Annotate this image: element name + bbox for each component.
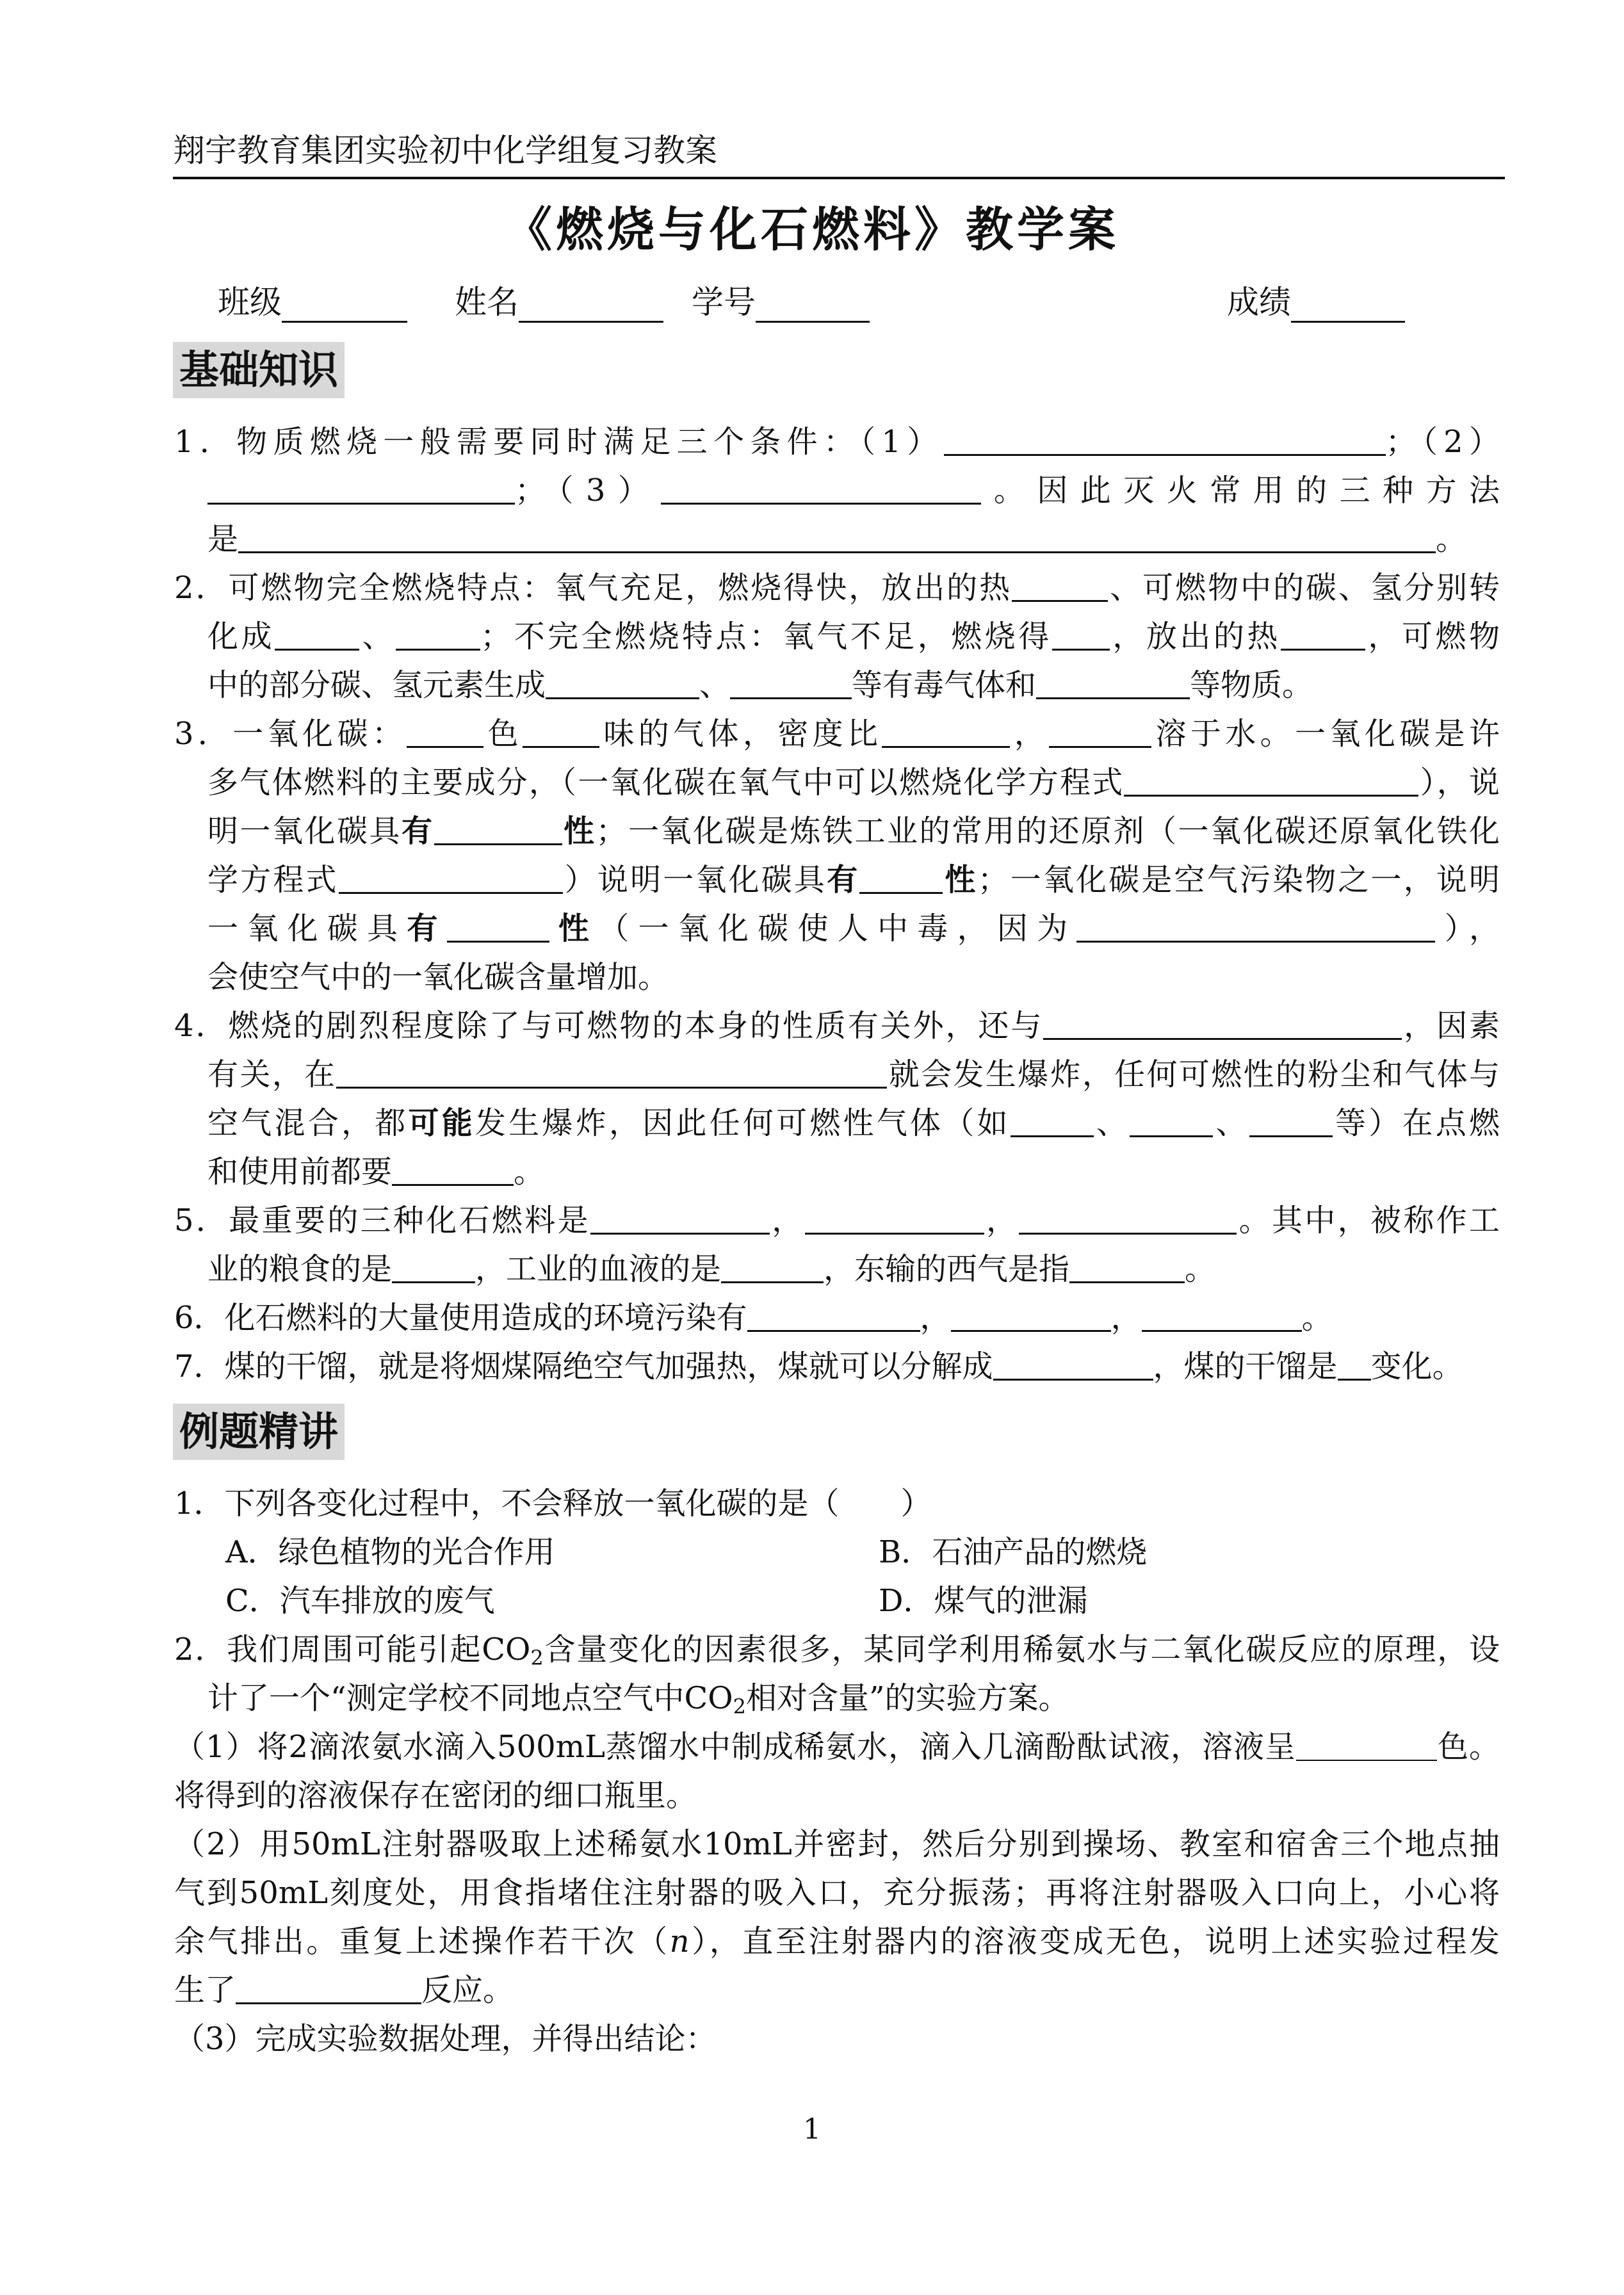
answer-blank[interactable]	[1036, 663, 1190, 699]
e2-text: 气到50mL刻度处，用食指堵住注射器的吸入口，充分振荡；再将注射器吸入口向上，小心将	[174, 1875, 1500, 1911]
option-b[interactable]: B．石油产品的燃烧	[879, 1534, 1148, 1570]
answer-blank[interactable]	[407, 711, 483, 748]
q1-text: ；（3）	[515, 473, 662, 508]
q5-line-1	[174, 1196, 1500, 1245]
q3-text: ），说	[1418, 765, 1500, 800]
q5-text: ，	[769, 1203, 805, 1238]
q2-text: 等物质。	[1190, 667, 1313, 703]
answer-blank[interactable]	[590, 1198, 770, 1235]
q3-bold: 性	[549, 911, 599, 946]
q5-text: ，东输的西气是指	[824, 1251, 1070, 1287]
q4-text: 发生爆炸，因此任何可燃性气体（如	[475, 1105, 1011, 1141]
q3-bold: 性	[943, 862, 978, 898]
e2-text: 色。	[1437, 1729, 1500, 1765]
q3-text: 色	[483, 716, 523, 752]
answer-blank[interactable]	[236, 1968, 421, 2004]
answer-blank[interactable]	[546, 663, 699, 699]
section-heading-basic: 基础知识	[173, 342, 345, 398]
subscript-2: 2	[530, 1646, 544, 1670]
answer-blank[interactable]	[207, 468, 515, 505]
q6-text: ，	[920, 1300, 951, 1336]
q4-line-2	[174, 1050, 1500, 1099]
answer-blank[interactable]	[882, 711, 1010, 748]
q2-text: ，放出的热	[1109, 619, 1281, 654]
q5-text: 5．最重要的三种化石燃料是	[174, 1203, 590, 1238]
number-blank[interactable]	[756, 288, 870, 323]
answer-blank[interactable]	[392, 1247, 475, 1283]
number-field	[692, 277, 870, 323]
q4-line-4	[174, 1148, 1500, 1196]
q1-text: 是	[207, 521, 239, 557]
name-label: 姓名	[455, 284, 519, 321]
q3-line-2	[174, 758, 1500, 807]
e2-part-2-line-1	[174, 1820, 1500, 1869]
q4-text: 就会发生爆炸，任何可燃性的粉尘和气体与	[887, 1057, 1500, 1092]
answer-blank[interactable]	[447, 906, 549, 943]
q7-line-1	[174, 1342, 1500, 1391]
q2-line-3	[174, 661, 1500, 710]
q4-text: 、	[1093, 1105, 1130, 1141]
q2-line-1	[174, 564, 1500, 612]
e2-part-2-line-2	[174, 1869, 1500, 1917]
answer-blank[interactable]	[1069, 1247, 1185, 1283]
q2-text: 、	[699, 667, 731, 703]
class-label: 班级	[218, 284, 282, 321]
q3-text: ）说明一氧化碳具	[562, 862, 827, 898]
q7-text: 变化。	[1370, 1349, 1463, 1384]
q4-text: 空气混合，都	[207, 1105, 409, 1141]
basic-questions	[174, 418, 1500, 1391]
answer-blank[interactable]	[944, 419, 1386, 456]
answer-blank[interactable]	[661, 468, 981, 505]
document-header: 翔宇教育集团实验初中化学组复习教案	[173, 128, 1505, 179]
answer-blank[interactable]	[336, 1052, 887, 1089]
q5-text: ，工业的血液的是	[475, 1251, 722, 1287]
q4-text: 、	[1213, 1105, 1249, 1141]
name-blank[interactable]	[519, 288, 663, 323]
e1-options-row-1	[174, 1528, 1500, 1577]
answer-blank[interactable]	[805, 1198, 984, 1235]
q3-text: 会使空气中的一氧化碳含量增加。	[207, 959, 669, 995]
e2-part-2-line-3	[174, 1917, 1500, 1966]
answer-blank[interactable]	[1011, 1101, 1094, 1137]
e2-text: （2）用50mL注射器吸取上述稀氨水10mL并密封，然后分别到操场、教室和宿舍三个地点抽	[174, 1826, 1500, 1862]
answer-blank[interactable]	[951, 1295, 1111, 1332]
q4-text: 和使用前都要	[207, 1154, 393, 1190]
q2-text: 中的部分碳、氢元素生成	[207, 667, 546, 703]
q1-line-1	[174, 418, 1500, 466]
e2-line-2	[174, 1674, 1500, 1723]
q5-text: 业的粮食的是	[207, 1251, 393, 1287]
q2-line-2	[174, 612, 1500, 661]
e2-text: 生了	[174, 1972, 236, 2008]
e1-stem	[174, 1479, 1500, 1528]
page-title: 《燃烧与化石燃料》教学案	[505, 202, 1119, 257]
q6-text: 6．化石燃料的大量使用造成的环境污染有	[174, 1300, 747, 1336]
answer-blank[interactable]	[1076, 906, 1435, 943]
e2-text: 计了一个“测定学校不同地点空气中CO	[207, 1680, 733, 1716]
option-a[interactable]: A．绿色植物的光合作用	[225, 1534, 555, 1570]
e2-text: （1）将2滴浓氨水滴入500mL蒸馏水中制成稀氨水，滴入几滴酚酞试液，溶液呈	[174, 1729, 1296, 1765]
number-label: 学号	[692, 284, 756, 321]
q5-line-2	[174, 1245, 1500, 1293]
answer-blank[interactable]	[859, 857, 943, 894]
name-field	[455, 277, 663, 323]
q2-text: 、	[359, 619, 396, 654]
answer-blank[interactable]	[730, 663, 852, 699]
e2-part-2-line-4	[174, 1966, 1500, 2015]
e2-line-1	[174, 1625, 1500, 1674]
q3-text: 明一氧化碳具	[207, 813, 402, 849]
q7-text: ，煤的干馏是	[1153, 1349, 1338, 1384]
answer-blank[interactable]	[1338, 1344, 1371, 1381]
q3-text: 多气体燃料的主要成分，（一氧化碳在氧气中可以燃烧化学方程式	[207, 765, 1125, 800]
student-info-line	[218, 277, 1434, 321]
class-field	[218, 277, 407, 323]
answer-blank[interactable]	[434, 809, 562, 845]
option-c[interactable]: C．汽车排放的废气	[225, 1583, 495, 1619]
q4-text: 等）在点燃	[1332, 1105, 1500, 1141]
q3-bold: 有	[827, 862, 860, 898]
e2-text: ），直至注射器内的溶液变成无色，说明上述实验过程发	[689, 1924, 1500, 1959]
e2-text: 相对含量”的实验方案。	[745, 1680, 1069, 1716]
answer-blank[interactable]	[1019, 1198, 1237, 1235]
q2-text: ；不完全燃烧特点：氧气不足，燃烧得	[480, 619, 1052, 654]
q3-line-5	[174, 904, 1500, 953]
answer-blank[interactable]	[1130, 1101, 1213, 1137]
q6-text: ，	[1110, 1300, 1142, 1336]
q3-text: （一氧化碳使人中毒，因为	[598, 911, 1077, 946]
q3-line-1	[174, 710, 1500, 758]
q3-text: ；一氧化碳是炼铁工业的常用的还原剂（一氧化碳还原氧化铁化	[596, 813, 1500, 849]
class-blank[interactable]	[282, 288, 407, 323]
q1-line-3	[174, 515, 1500, 564]
q4-text: ，因素	[1402, 1008, 1500, 1044]
q2-text: 等有毒气体和	[852, 667, 1037, 703]
page-number: 1	[803, 2113, 821, 2146]
answer-blank[interactable]	[1142, 1295, 1302, 1332]
section-heading-examples: 例题精讲	[173, 1404, 345, 1460]
answer-blank[interactable]	[523, 711, 599, 748]
e2-text: （3）完成实验数据处理，并得出结论：	[174, 2021, 717, 2057]
answer-blank[interactable]	[1049, 711, 1151, 748]
q3-text: ），	[1435, 911, 1500, 946]
q2-text: 化成	[207, 619, 275, 654]
q4-text: 4．燃烧的剧烈程度除了与可燃物的本身的性质有关外，还与	[174, 1008, 1044, 1044]
answer-blank[interactable]	[747, 1295, 920, 1332]
q1-text: 。因此灭火常用的三种方法	[981, 473, 1500, 508]
subscript-2: 2	[733, 1694, 746, 1719]
answer-blank[interactable]	[238, 517, 1436, 553]
answer-blank[interactable]	[993, 1344, 1153, 1381]
e2-part-1-line-1	[174, 1723, 1500, 1771]
q2-text: 、可燃物中的碳、氢分别转	[1108, 570, 1500, 606]
score-label: 成绩	[1227, 284, 1291, 321]
q5-text: 。其中，被称作工	[1237, 1203, 1500, 1238]
answer-blank[interactable]	[396, 614, 480, 651]
q1-line-2	[174, 466, 1500, 515]
e2-text: 含量变化的因素很多，某同学利用稀氨水与二氧化碳反应的原理，设	[543, 1632, 1500, 1667]
q2-text: 2．可燃物完全燃烧特点：氧气充足，燃烧得快，放出的热	[174, 570, 1012, 606]
q5-text: 。	[1185, 1251, 1216, 1287]
q4-bold: 可能	[408, 1105, 475, 1141]
answer-blank[interactable]	[392, 1149, 514, 1186]
score-field	[1227, 277, 1405, 323]
e2-part-3-line-1	[174, 2015, 1500, 2063]
q1-text: ；（2）	[1385, 424, 1500, 460]
answer-blank[interactable]	[275, 614, 359, 651]
q4-line-3	[174, 1099, 1500, 1148]
q3-text: 味的气体，密度比	[599, 716, 882, 752]
answer-blank[interactable]	[1052, 614, 1110, 651]
e2-part-1-line-2	[174, 1771, 1500, 1820]
q3-text: ；一氧化碳是空气污染物之一，说明	[977, 862, 1500, 898]
answer-blank[interactable]	[1043, 1003, 1402, 1040]
answer-blank[interactable]	[1281, 614, 1365, 651]
answer-blank[interactable]	[1296, 1725, 1437, 1761]
e2-text: 2．我们周围可能引起CO	[174, 1632, 531, 1667]
q3-bold: 有	[407, 911, 447, 946]
q3-line-3	[174, 807, 1500, 856]
q3-bold: 有	[402, 813, 434, 849]
q3-line-6	[174, 953, 1500, 1002]
q4-line-1	[174, 1002, 1500, 1050]
e1-options-row-2	[174, 1577, 1500, 1625]
q3-line-4	[174, 856, 1500, 904]
q6-line-1	[174, 1293, 1500, 1342]
option-d[interactable]: D．煤气的泄漏	[879, 1583, 1088, 1619]
example-questions	[174, 1479, 1500, 2063]
variable-n: n	[669, 1924, 690, 1959]
q3-text: ，	[1010, 716, 1050, 752]
q3-text: 3．一氧化碳：	[174, 716, 407, 752]
answer-blank[interactable]	[1012, 565, 1108, 602]
q2-text: ，可燃物	[1365, 619, 1500, 654]
q3-text: 溶于水。一氧化碳是许	[1151, 716, 1500, 752]
e2-text: 余气排出。重复上述操作若干次（	[174, 1924, 670, 1959]
answer-blank[interactable]	[1249, 1101, 1333, 1137]
q5-text: ，	[984, 1203, 1019, 1238]
q4-text: 有关，在	[207, 1057, 337, 1092]
score-blank[interactable]	[1291, 288, 1405, 323]
e1-stem-text: 1．下列各变化过程中，不会释放一氧化碳的是（ ）	[174, 1486, 932, 1521]
e2-text: 反应。	[421, 1972, 514, 2008]
q4-text: 。	[514, 1154, 545, 1190]
answer-blank[interactable]	[1124, 760, 1418, 797]
answer-blank[interactable]	[721, 1247, 824, 1283]
q3-text: 一氧化碳具	[207, 911, 407, 946]
q3-bold: 性	[562, 813, 596, 849]
e2-text: 将得到的溶液保存在密闭的细口瓶里。	[174, 1778, 697, 1813]
answer-blank[interactable]	[339, 857, 563, 894]
q6-text: 。	[1301, 1300, 1333, 1336]
q1-text: 。	[1436, 521, 1467, 557]
q7-text: 7．煤的干馏，就是将烟煤隔绝空气加强热，煤就可以分解成	[174, 1349, 993, 1384]
q1-text: 1．物质燃烧一般需要同时满足三个条件：（1）	[174, 424, 944, 460]
q3-text: 学方程式	[207, 862, 339, 898]
